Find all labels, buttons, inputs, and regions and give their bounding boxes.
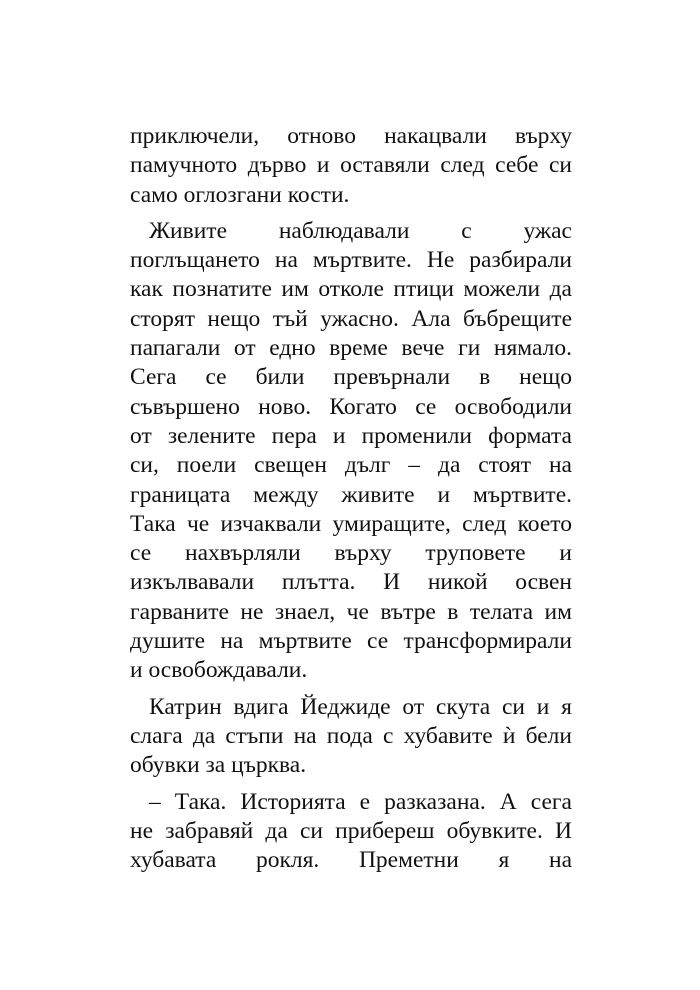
text-line: хубавата рокля. Преметни я на	[130, 847, 572, 874]
text-line: душите на мъртвите се трансформирали	[130, 628, 572, 655]
paragraph-3	[130, 693, 572, 781]
text-line: от зелените пера и променили формата	[130, 422, 572, 449]
text-line: Катрин вдига Йеджиде от скута си и я	[149, 693, 572, 720]
text-line: и освобождавали.	[130, 657, 308, 684]
text-line: обувки за църква.	[130, 752, 307, 779]
text-line: не забравяй да си прибереш обувките. И	[130, 817, 572, 844]
text-line: гарваните не знаел, че вътре в телата им	[130, 598, 572, 625]
text-line: папагали от едно време вече ги нямало.	[130, 335, 572, 362]
text-line: се нахвърляли върху труповете и	[130, 540, 572, 567]
text-line: сторят нещо тъй ужасно. Ала бъбрещите	[130, 305, 572, 332]
body-text	[130, 122, 572, 875]
text-line: поглъщането на мъртвите. Не разбирали	[130, 247, 572, 274]
paragraph-4	[130, 788, 572, 876]
paragraph-2	[130, 217, 572, 686]
text-line: Така че изчаквали умиращите, след което	[130, 510, 572, 537]
text-line: само оглозгани кости.	[130, 181, 350, 208]
text-line: – Така. Историята е разказана. А сега	[149, 788, 572, 815]
text-line: как познатите им отколе птици можели да	[130, 276, 572, 303]
text-line: съвършено ново. Когато се освободили	[130, 393, 572, 420]
text-line: приключели, отново накацвали върху	[130, 123, 572, 149]
text-line: слага да стъпи на пода с хубавите ѝ бели	[130, 722, 572, 749]
text-line: си, поели свещен дълг – да стоят на	[130, 452, 572, 479]
paragraph-1	[130, 122, 572, 210]
text-line: границата между живите и мъртвите.	[130, 481, 572, 508]
text-line: изкълвавали плътта. И никой освен	[130, 569, 572, 596]
text-line: памучното дърво и оставяли след себе си	[130, 152, 572, 179]
text-line: Живите наблюдавали с ужас	[149, 217, 572, 244]
text-line: Сега се били превърнали в нещо	[130, 364, 572, 391]
